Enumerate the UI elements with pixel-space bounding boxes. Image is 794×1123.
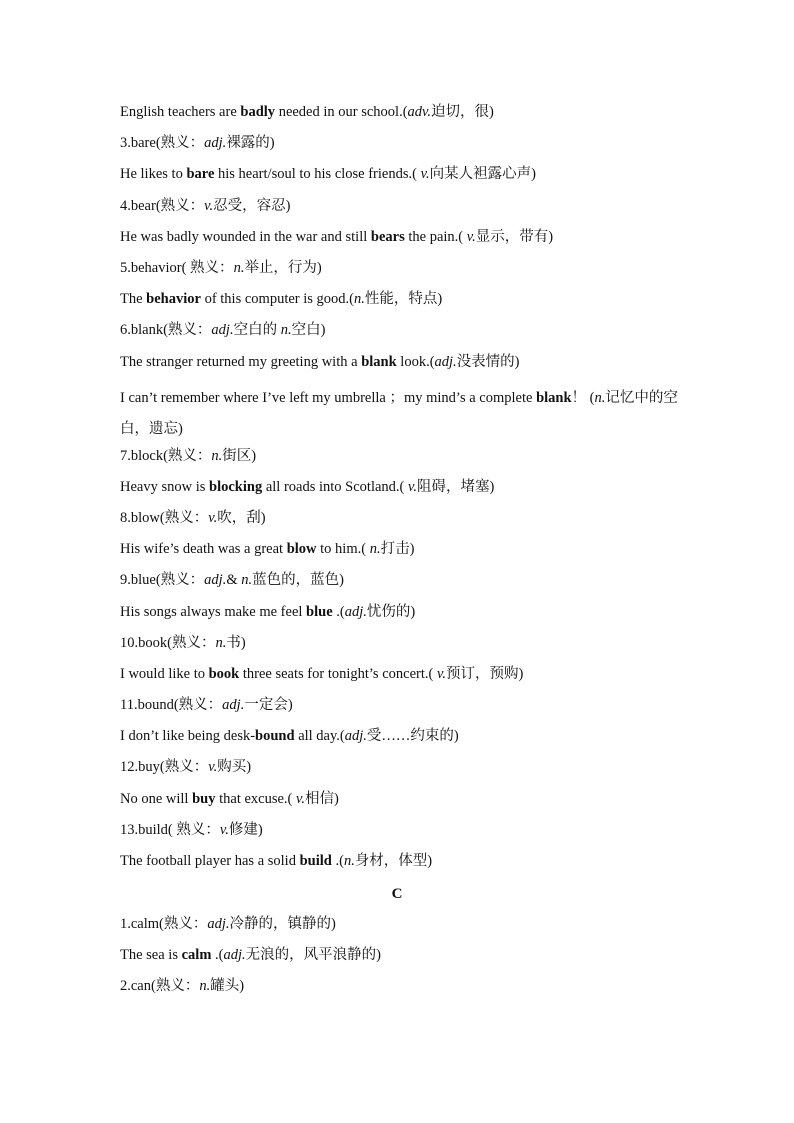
- part-of-speech: n.: [199, 978, 211, 994]
- text-run: No one will: [120, 791, 193, 807]
- text-line: [120, 477, 680, 497]
- text-run: 向某人袒露心声): [429, 166, 536, 182]
- text-run: His wife’s death was a great: [120, 541, 287, 557]
- text-run: 无浪的，风平浪静的): [245, 947, 381, 963]
- text-run: 预订，预购): [445, 666, 524, 682]
- text-line: [120, 726, 680, 746]
- keyword: blank: [536, 390, 572, 406]
- part-of-speech: v.: [466, 229, 476, 245]
- keyword: blank: [361, 354, 397, 370]
- text-run: 蓝色的，蓝色): [252, 572, 344, 588]
- text-line: [120, 976, 680, 996]
- part-of-speech: v.: [204, 198, 214, 214]
- text-line: [120, 757, 680, 777]
- part-of-speech: v.: [296, 791, 306, 807]
- part-of-speech: v.: [208, 510, 218, 526]
- text-run: 打击): [380, 541, 415, 557]
- text-run: three seats for tonight’s concert.(: [239, 666, 437, 682]
- text-run: 11.bound(熟义：: [120, 697, 223, 713]
- text-run: 相信): [305, 791, 339, 807]
- text-run: 空白的: [233, 322, 281, 338]
- text-run: 冷静的，镇静的): [229, 916, 336, 932]
- part-of-speech: n.: [211, 448, 223, 464]
- text-line: [120, 789, 680, 809]
- keyword: behavior: [146, 291, 201, 307]
- text-run: 5.behavior( 熟义：: [120, 260, 234, 276]
- part-of-speech: v.: [219, 822, 229, 838]
- text-run: He was badly wounded in the war and still: [120, 229, 371, 245]
- text-run: 2.can(熟义：: [120, 978, 200, 994]
- text-run: to him.(: [316, 541, 370, 557]
- keyword: bare: [186, 166, 215, 182]
- part-of-speech: v.: [420, 166, 430, 182]
- text-run: The stranger returned my greeting with a: [120, 354, 362, 370]
- text-run: 没表情的): [456, 354, 520, 370]
- keyword: badly: [240, 104, 276, 120]
- text-run: his heart/soul to his close friends.(: [214, 166, 421, 182]
- part-of-speech: v.: [436, 666, 446, 682]
- text-run: The sea is: [120, 947, 182, 963]
- text-run: Heavy snow is: [120, 479, 210, 495]
- text-line: [120, 602, 680, 622]
- text-run: He likes to: [120, 166, 187, 182]
- text-line: [120, 570, 680, 590]
- keyword: buy: [192, 791, 216, 807]
- text-run: 罐头): [210, 978, 245, 994]
- text-run: 性能，特点): [364, 291, 443, 307]
- keyword: bound: [255, 728, 295, 744]
- part-of-speech: n.: [280, 322, 292, 338]
- text-run: 3.bare(熟义：: [120, 135, 205, 151]
- text-run: 10.book(熟义：: [120, 635, 216, 651]
- part-of-speech: adj.: [344, 604, 367, 620]
- text-line: [120, 695, 680, 715]
- part-of-speech: adj.: [204, 135, 227, 151]
- part-of-speech: v.: [208, 759, 218, 775]
- part-of-speech: adv.: [407, 104, 432, 120]
- text-run: that excuse.(: [215, 791, 297, 807]
- text-run: look.(: [396, 354, 435, 370]
- text-run: 购买): [217, 759, 252, 775]
- part-of-speech: n.: [241, 572, 253, 588]
- text-line: [120, 539, 680, 559]
- text-run: 吹，刮): [217, 510, 266, 526]
- part-of-speech: adj.: [211, 322, 234, 338]
- text-run: His songs always make me feel: [120, 604, 307, 620]
- text-run: needed in our school.(: [275, 104, 408, 120]
- text-run: 阻碍，堵塞): [416, 479, 495, 495]
- part-of-speech: adj.: [344, 728, 367, 744]
- text-run: 受……约束的): [366, 728, 459, 744]
- part-of-speech: n.: [594, 390, 606, 406]
- text-run: 忍受，容忍): [213, 198, 291, 214]
- section-heading: [0, 884, 794, 904]
- part-of-speech: n.: [369, 541, 381, 557]
- keyword: book: [208, 666, 240, 682]
- text-run: 裸露的): [226, 135, 275, 151]
- text-run: I don’t like being desk-: [120, 728, 256, 744]
- text-run: I can’t remember where I’ve left my umbrella ；my mind’s a complete: [120, 390, 537, 406]
- text-run: 举止，行为): [244, 260, 322, 276]
- text-line: [120, 102, 680, 122]
- text-run: 迫切，很): [431, 104, 494, 120]
- part-of-speech: v.: [407, 479, 417, 495]
- keyword: bears: [370, 229, 405, 245]
- part-of-speech: adj.: [434, 354, 457, 370]
- text-run: .(: [331, 853, 344, 869]
- text-run: 身材，体型): [354, 853, 433, 869]
- text-run: 6.blank(熟义：: [120, 322, 212, 338]
- text-line: [120, 945, 680, 965]
- part-of-speech: adj.: [222, 697, 245, 713]
- text-run: The football player has a solid: [120, 853, 300, 869]
- text-line: [120, 352, 680, 372]
- text-run: 4.bear(熟义：: [120, 198, 205, 214]
- text-run: 街区): [222, 448, 257, 464]
- text-run: 9.blue(熟义：: [120, 572, 205, 588]
- part-of-speech: adj.: [223, 947, 246, 963]
- text-line: [120, 914, 680, 934]
- text-run: 8.blow(熟义：: [120, 510, 209, 526]
- text-run: 12.buy(熟义：: [120, 759, 209, 775]
- text-run: 空白): [291, 322, 326, 338]
- text-line: [120, 164, 680, 184]
- keyword: blow: [286, 541, 317, 557]
- text-run: 一定会): [244, 697, 293, 713]
- text-run: ！ (: [571, 390, 595, 406]
- part-of-speech: n.: [343, 853, 355, 869]
- text-run: the pain.(: [404, 229, 467, 245]
- text-run: of this computer is good.(: [200, 291, 354, 307]
- text-line: [120, 664, 680, 684]
- part-of-speech: n.: [215, 635, 227, 651]
- text-line: [120, 851, 680, 871]
- part-of-speech: n.: [354, 291, 365, 307]
- part-of-speech: adj.: [204, 572, 227, 588]
- text-run: &: [226, 572, 242, 588]
- text-run: 1.calm(熟义：: [120, 916, 208, 932]
- text-line: [120, 446, 680, 466]
- text-line: [120, 258, 680, 278]
- text-run: I would like to: [120, 666, 209, 682]
- text-run: 书): [226, 635, 246, 651]
- part-of-speech: adj.: [207, 916, 230, 932]
- part-of-speech: n.: [233, 260, 245, 276]
- text-run: all roads into Scotland.(: [262, 479, 408, 495]
- keyword: build: [299, 853, 332, 869]
- text-run: 忧伤的): [366, 604, 416, 620]
- text-run: 记忆中的空白，遗忘): [120, 390, 678, 437]
- text-run: 显示，带有): [475, 229, 554, 245]
- text-run: 修建): [228, 822, 263, 838]
- keyword: blue: [306, 604, 333, 620]
- text-line: [120, 508, 680, 528]
- text-line: [120, 383, 680, 445]
- keyword: blocking: [209, 479, 263, 495]
- text-run: .(: [332, 604, 345, 620]
- text-line: [120, 133, 680, 153]
- text-run: The: [120, 291, 147, 307]
- text-line: [120, 320, 680, 340]
- text-run: C: [391, 886, 403, 902]
- text-line: [120, 820, 680, 840]
- text-line: [120, 633, 680, 653]
- text-run: 7.block(熟义：: [120, 448, 212, 464]
- text-line: [120, 289, 680, 309]
- text-run: English teachers are: [120, 104, 241, 120]
- text-line: [120, 196, 680, 216]
- text-line: [120, 227, 680, 247]
- text-run: all day.(: [294, 728, 345, 744]
- text-run: 13.build( 熟义：: [120, 822, 220, 838]
- keyword: calm: [181, 947, 212, 963]
- text-run: .(: [211, 947, 224, 963]
